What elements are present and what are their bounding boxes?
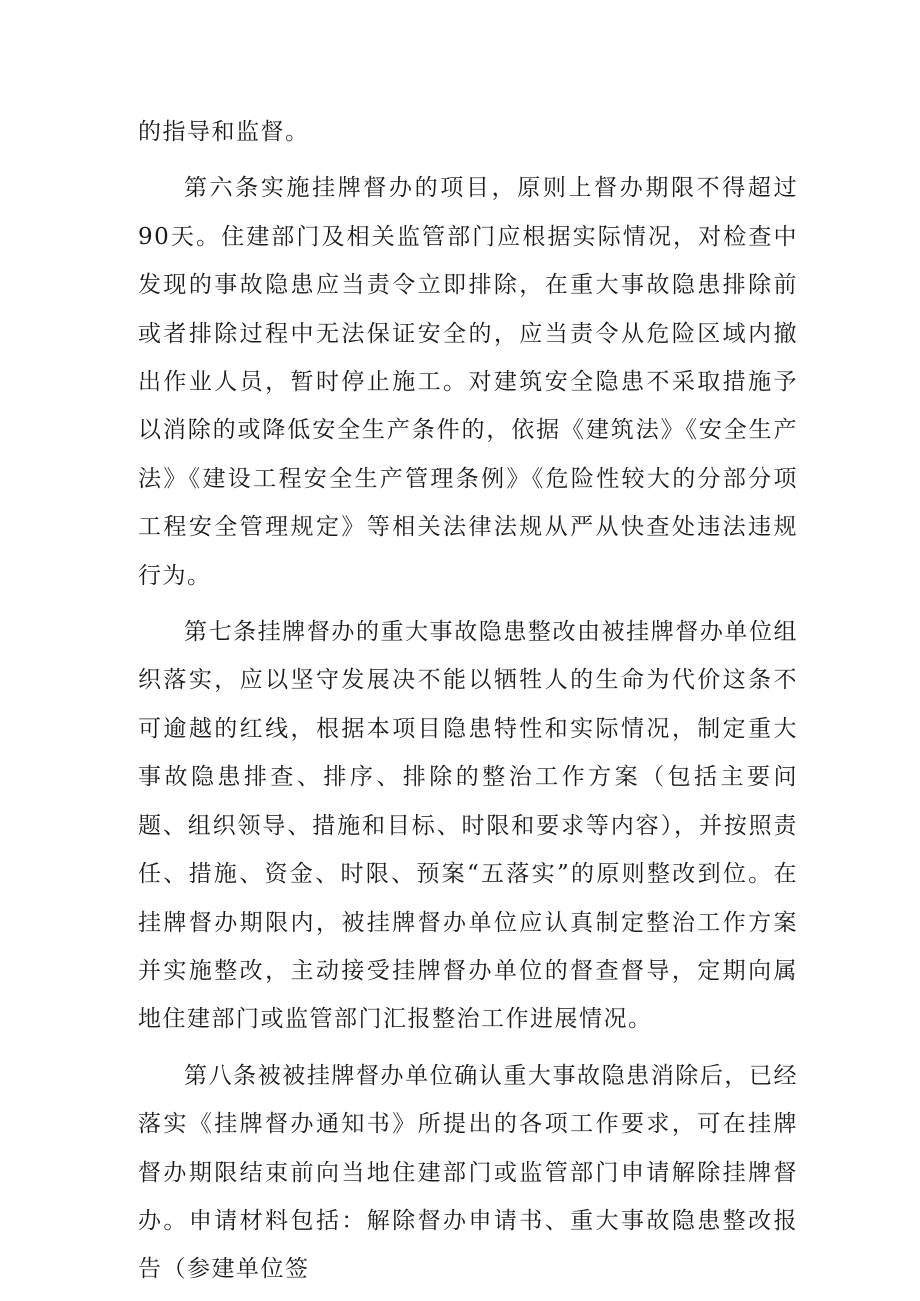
paragraph-continuation: 的指导和监督。	[138, 119, 310, 145]
document-body	[138, 108, 798, 1294]
paragraph-article-7: 第七条挂牌督办的重大事故隐患整改由被挂牌督办单位组织落实，应以坚守发展决不能以牺牲人的生命为代价这条不可逾越的红线，根据本项目隐患特性和实际情况，制定重大事故隐患排查、排序、排除的整治工作方案（包括主要问题、组织领导、措施和目标、时限和要求等内容），并按照责任、措施、资金、时限、预案“五落实”的原则整改到位。在挂牌督办期限内，被挂牌督办单位应认真制定整治工作方案并实施整改，主动接受挂牌督办单位的督查督导，定期向属地住建部门或监管部门汇报整治工作进展情况。	[138, 619, 798, 1033]
paragraph-article-6: 第六条实施挂牌督办的项目，原则上督办期限不得超过90天。住建部门及相关监管部门应根据实际情况，对检查中发现的事故隐患应当责令立即排除，在重大事故隐患排除前或者排除过程中无法保证安全的，应当责令从危险区域内撤出作业人员，暂时停止施工。对建筑安全隐患不采取措施予以消除的或降低安全生产条件的，依据《建筑法》《安全生产法》《建设工程安全生产管理条例》《危险性较大的分部分项工程安全管理规定》等相关法律法规从严从快查处违法违规行为。	[138, 175, 798, 589]
paragraph-article-8: 第八条被被挂牌督办单位确认重大事故隐患消除后，已经落实《挂牌督办通知书》所提出的各项工作要求，可在挂牌督办期限结束前向当地住建部门或监管部门申请解除挂牌督办。申请材料包括：解除督办申请书、重大事故隐患整改报告（参建单位签	[138, 1062, 798, 1283]
